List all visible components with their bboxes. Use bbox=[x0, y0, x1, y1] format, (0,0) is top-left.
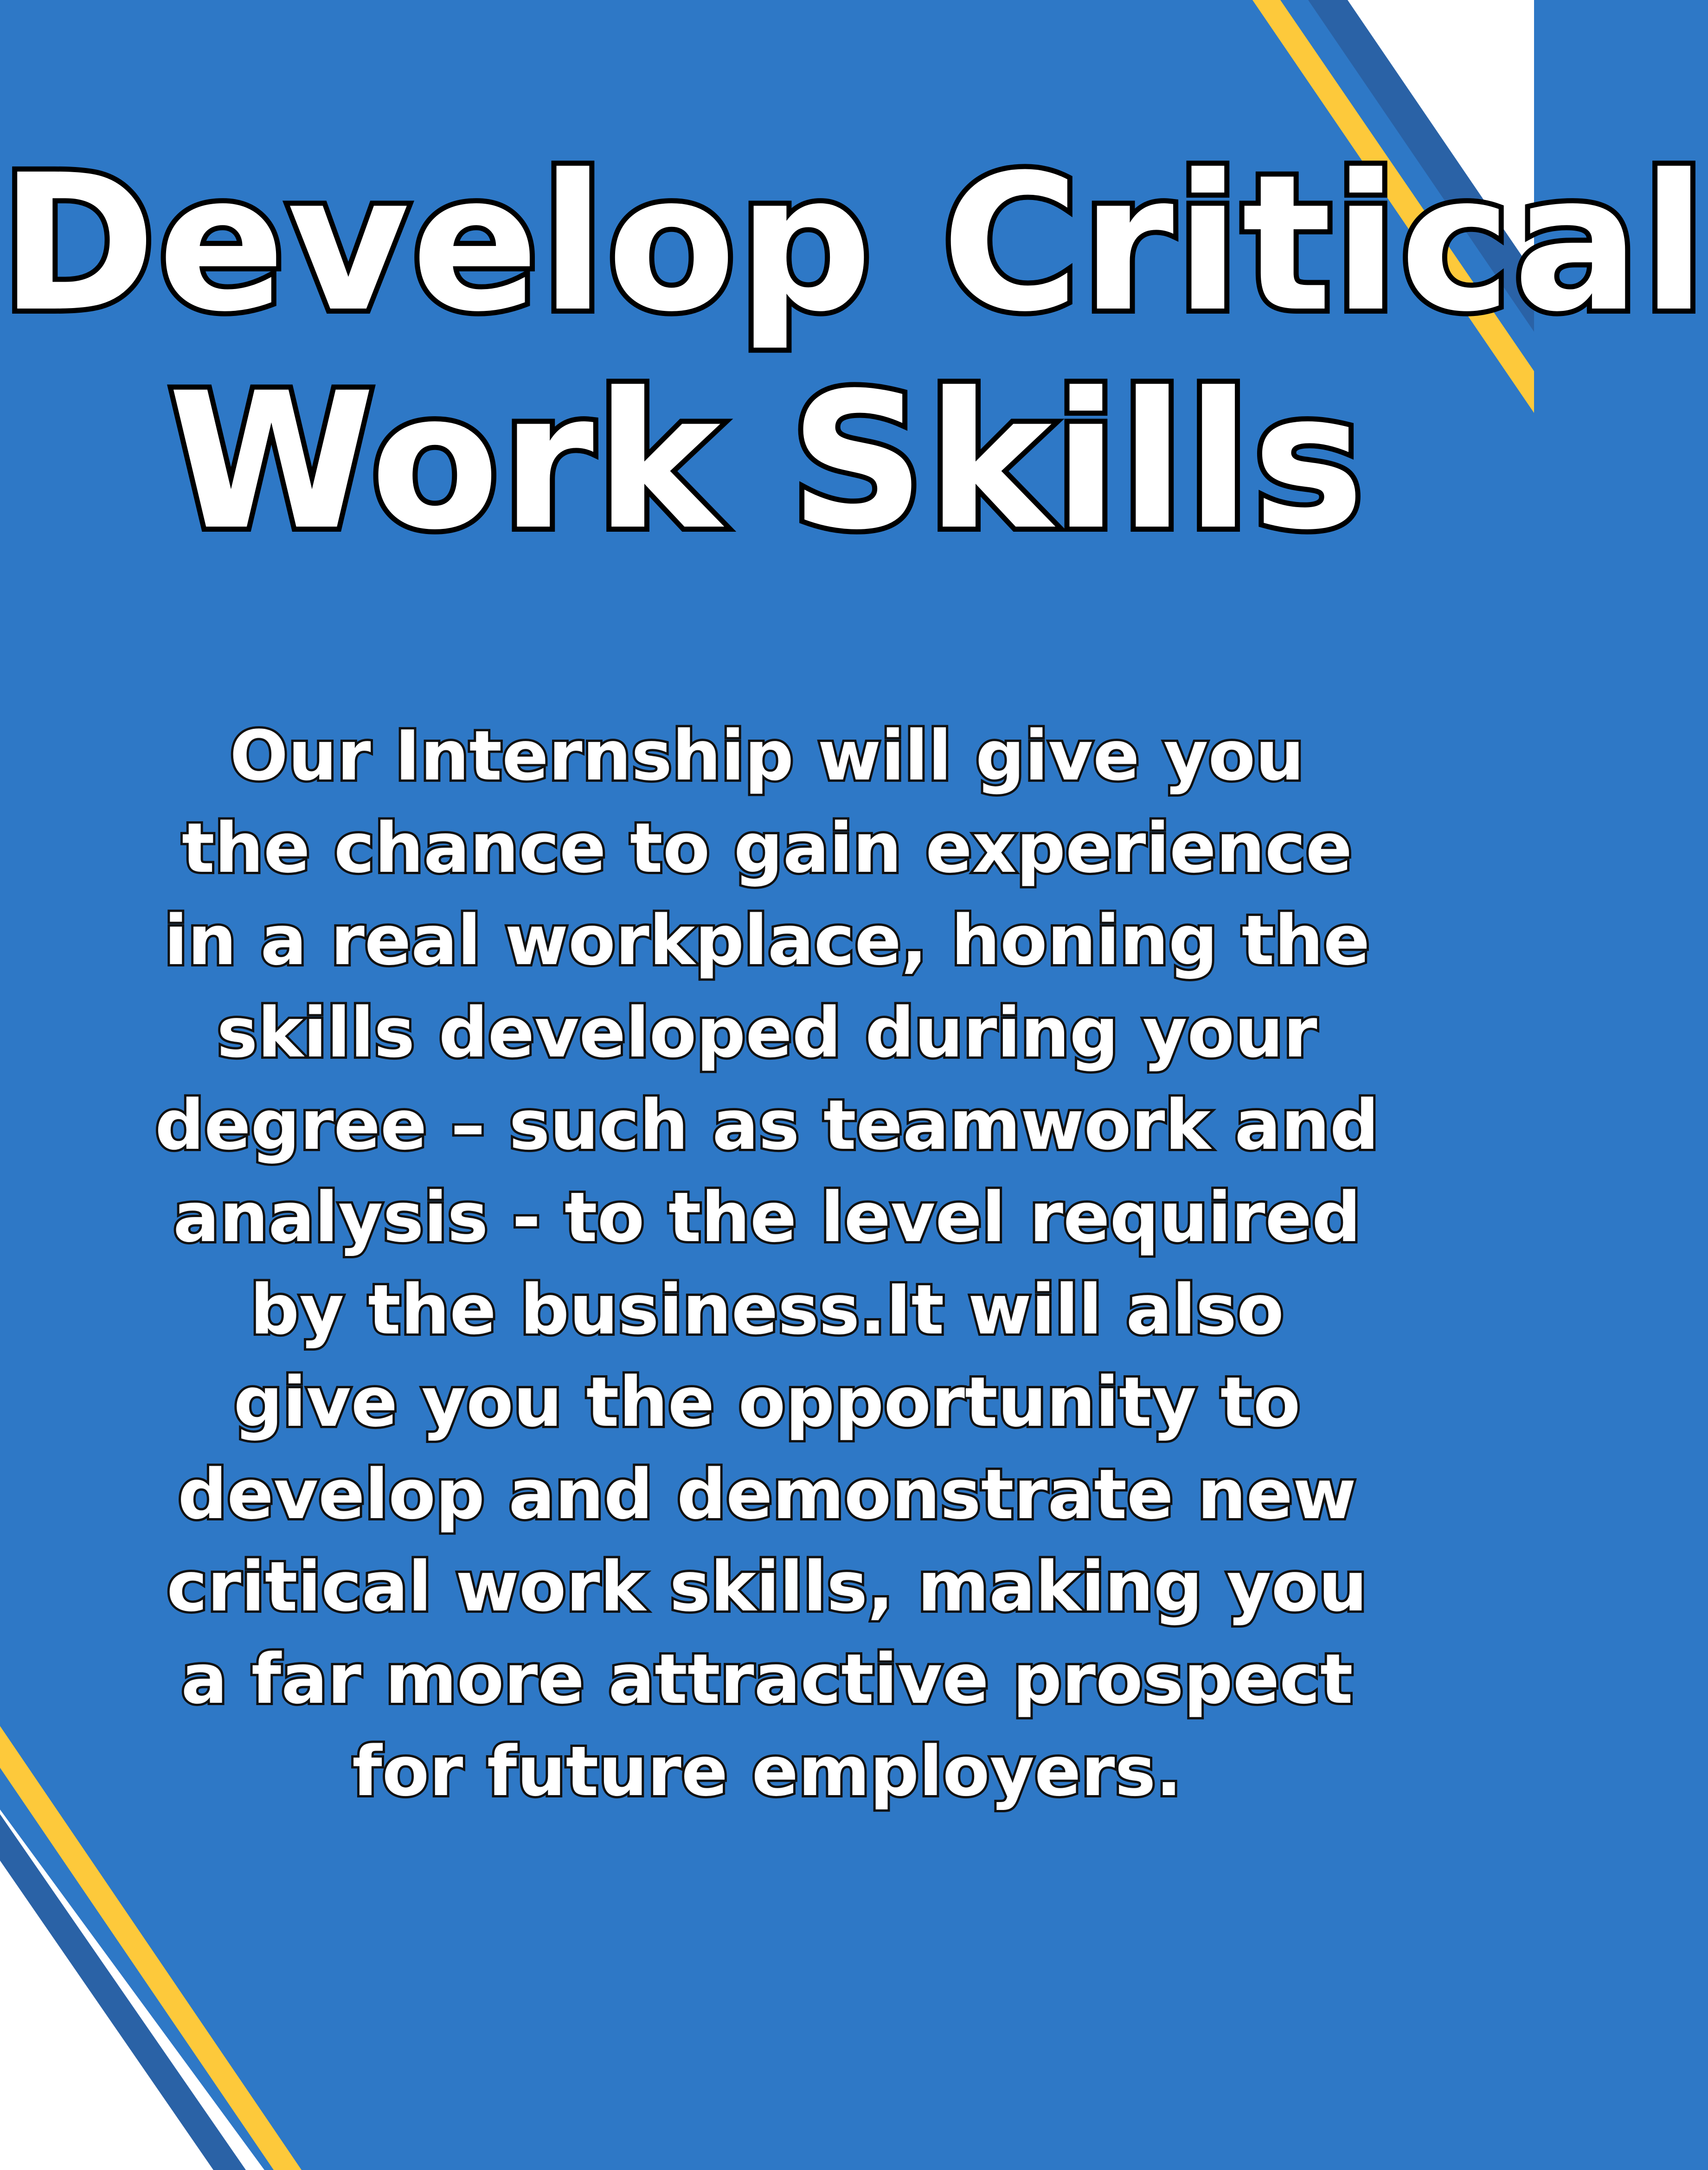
body-line: skills developed during your bbox=[217, 993, 1317, 1073]
body-line: for future employers. bbox=[352, 1732, 1182, 1811]
body-paragraph bbox=[0, 710, 1534, 1818]
body-line: develop and demonstrate new bbox=[178, 1455, 1356, 1534]
body-line: in a real workplace, honing the bbox=[164, 901, 1370, 980]
body-line: give you the opportunity to bbox=[233, 1362, 1301, 1442]
headline-line-1: Develop Critical bbox=[0, 134, 1708, 353]
body-line: Our Internship will give you bbox=[230, 716, 1304, 796]
bottom-left-white-corner bbox=[0, 1809, 264, 2170]
body-line: analysis - to the level required bbox=[173, 1178, 1361, 1257]
body-line: critical work skills, making you bbox=[167, 1547, 1368, 1627]
headline-line-2: Work Skills bbox=[167, 352, 1367, 571]
body-line: the chance to gain experience bbox=[181, 808, 1353, 888]
headline bbox=[0, 134, 1708, 571]
body-line: by the business.It will also bbox=[250, 1270, 1284, 1350]
body-line: degree – such as teamwork and bbox=[155, 1085, 1379, 1165]
body-line: a far more attractive prospect bbox=[181, 1639, 1353, 1719]
